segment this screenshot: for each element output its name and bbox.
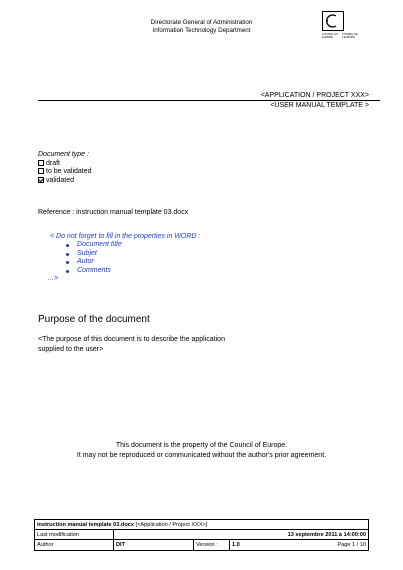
properties-note <box>50 233 200 283</box>
footer-row-file <box>35 520 368 530</box>
reference-line: Reference : instruction manual template 03.docx <box>38 209 189 216</box>
version-label: Version : <box>193 540 229 550</box>
list-item: Comments <box>66 267 200 275</box>
list-item: Autor <box>66 258 200 266</box>
logo-caption-left: COUNCIL OF EUROPE <box>322 33 338 39</box>
property-notice <box>0 441 403 460</box>
org-line-1: Directorate General of Administration <box>150 19 253 26</box>
author-value: DIT <box>113 540 193 550</box>
doc-type-option[interactable]: to be validated <box>38 168 92 177</box>
version-value: 1.0 <box>229 540 269 550</box>
note-tail: ...> <box>48 275 58 283</box>
note-intro: < Do not forget to fill in the properties in WORD : <box>50 233 201 240</box>
document-type-label: Document type : <box>38 151 89 158</box>
checkbox-icon[interactable] <box>38 168 44 174</box>
purpose-text: <The purpose of this document is to describe the application supplied to the user> <box>38 336 225 353</box>
purpose-heading: Purpose of the document <box>38 314 150 325</box>
logo-caption-right: CONSEIL DE L'EUROPE <box>342 33 358 39</box>
org-line-2: Information Technology Department <box>152 27 251 34</box>
logo-emblem <box>322 11 344 31</box>
checkbox-icon[interactable] <box>38 160 44 166</box>
footer-filename: instruction manual template 03.docx <box>37 521 134 528</box>
council-of-europe-logo <box>322 11 362 43</box>
list-item: Subjet <box>66 250 200 258</box>
project-title: <APPLICATION / PROJECT XXX> <box>260 92 369 99</box>
template-title: <USER MANUAL TEMPLATE > <box>270 102 369 109</box>
note-list <box>50 241 200 275</box>
property-line-1: This document is the property of the Council of Europe. <box>115 442 288 449</box>
last-mod-label: Last modification <box>37 531 79 538</box>
checkbox-checked-icon[interactable] <box>38 177 44 183</box>
doc-type-option[interactable]: validated <box>38 177 92 186</box>
author-label: Author <box>37 542 54 548</box>
list-item: Document title <box>66 241 200 249</box>
footer-row-modified <box>35 530 368 540</box>
footer-row-author <box>35 540 368 550</box>
footer-project: [<Application / Project XXX>] <box>135 521 208 528</box>
page-number: Page 1 / 10 <box>337 542 366 548</box>
last-mod-value: 13 septembre 2011 à 14:00:00 <box>113 530 368 539</box>
doc-type-option[interactable]: draft <box>38 160 92 169</box>
document-type <box>38 151 92 185</box>
property-line-2: It may not be reproduced or communicated without the author's prior agreement. <box>76 451 327 459</box>
footer-table <box>34 519 369 551</box>
